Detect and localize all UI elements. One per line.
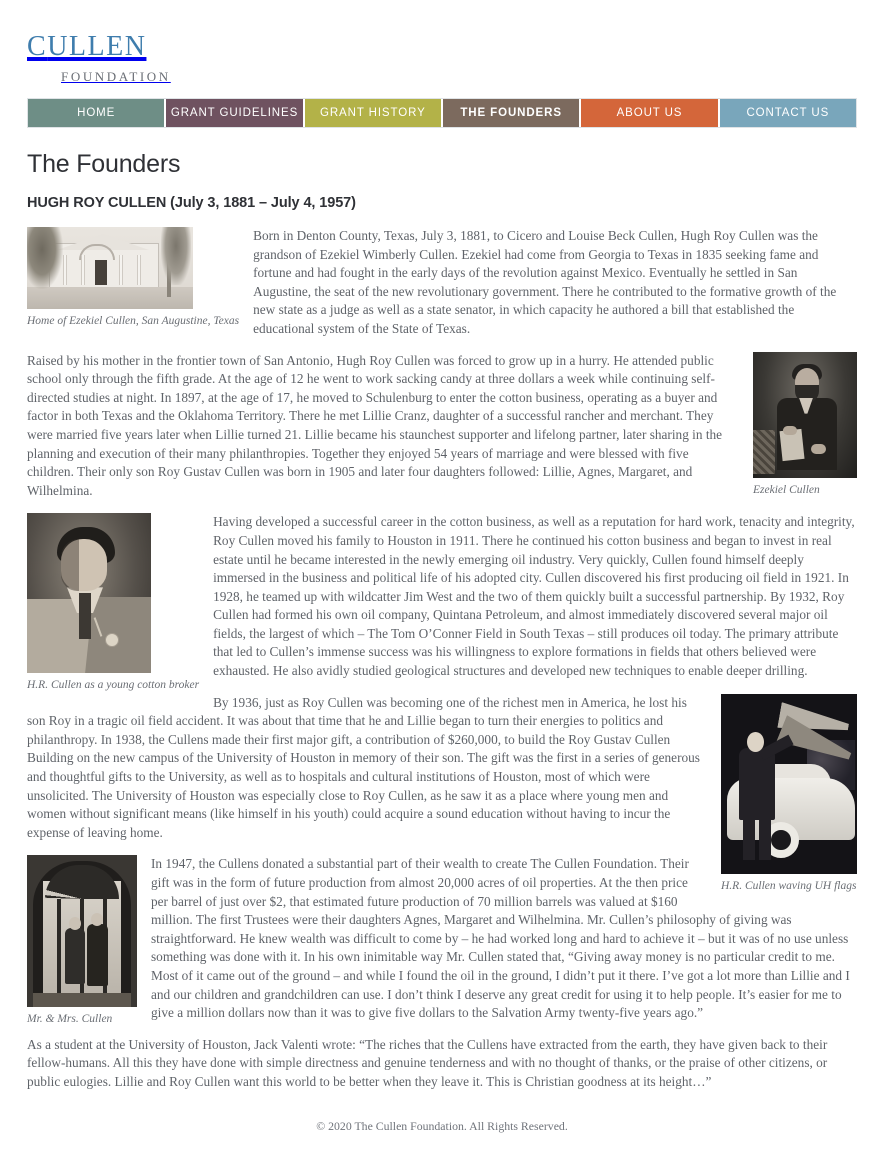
ezekiel-cullen-home-photo <box>27 227 193 309</box>
copyright-text: © 2020 The Cullen Foundation. All Rights Reserved. <box>316 1118 568 1133</box>
paragraph-6: As a student at the University of Houston, Jack Valenti wrote: “The riches that the Cullens have extracted from the earth, they have given back to their fellow-humans. All this they have done with simple directness and genuine tenderness and with no thought of thanks, or the praise of other citizens, or public eulogies. Lillie and Roy Cullen want this world to be better when they leave it. This is Christian goodness at its height…” <box>27 1036 828 1089</box>
figure-caption-young-cotton-broker: H.R. Cullen as a young cotton broker <box>27 679 200 692</box>
page-title: The Founders <box>27 150 181 178</box>
mr-and-mrs-cullen-photo <box>27 855 137 1007</box>
site-footer <box>0 1105 884 1150</box>
main-content <box>0 150 884 1092</box>
primary-navigation <box>27 98 857 128</box>
figure-ezekiel-home <box>27 227 239 328</box>
nav-item-grant-guidelines[interactable]: GRANT GUIDELINES <box>166 99 304 127</box>
paragraph-1: Born in Denton County, Texas, July 3, 1881, to Cicero and Louise Beck Cullen, Hugh Roy Cullen was the grandson of Ezekiel Wimberly Cullen. Ezekiel had come from Georgia to Texas in 1835 seeking fame and fortune and had fought in the early days of the revolution against Mexico. Eventually he settled in San Augustine, the seat of the new revolutionary government. There he contributed to the formative growth of the new state as a judge as well as a state senator, in which capacity he authored a bill that established the educational system of the State of Texas. <box>253 228 837 336</box>
paragraph-4: By 1936, just as Roy Cullen was becoming one of the richest men in America, he lost his son Roy in a tragic oil field accident. It was about that time that he and Lillie began to turn their energies to politics and philanthropy. In 1938, the Cullens made their first major gift, a contribution of $260,000, to build the Roy Gustav Cullen Building on the new campus of the University of Houston in memory of their son. The gift was the first in a series of generous and thoughtful gifts to the University, as well as to hospitals and cultural institutions of Houston, most of which were unsolicited. The University of Houston was especially close to Roy Cullen, as he saw it as a place where young men and women without significant means (like himself in his youth) could acquire a sound education without having to incur the expense of leaving home. <box>27 694 700 840</box>
hr-cullen-young-cotton-broker-photo <box>27 513 151 673</box>
logo-subtext: foundation <box>61 65 171 85</box>
nav-item-home[interactable]: HOME <box>28 99 166 127</box>
nav-item-grant-history[interactable]: GRANT HISTORY <box>305 99 443 127</box>
figure-caption-mr-and-mrs-cullen: Mr. & Mrs. Cullen <box>27 1013 113 1026</box>
site-logo[interactable] <box>27 19 884 85</box>
ezekiel-cullen-portrait-photo <box>753 352 857 478</box>
section-title: HUGH ROY CULLEN (July 3, 1881 – July 4, 1957) <box>27 195 356 211</box>
figure-ezekiel-portrait <box>753 352 857 497</box>
figure-young-cotton-broker <box>27 513 199 692</box>
site-header <box>0 0 884 84</box>
figure-mr-and-mrs-cullen <box>27 855 137 1026</box>
paragraph-3: Having developed a successful career in the cotton business, as well as a reputation for hard work, tenacity and integrity, Roy Cullen moved his family to Houston in 1911. There he continued his cotton business and began to invest in real estate until he became interested in the newly emerging oil industry. Very quickly, Cullen found himself deeply immersed in the business and political life of his adopted city. Cullen discovered his first producing oil field in 1921. In 1928, he teamed up with wildcatter Jim West and the two of them quickly built a successful partnership. By 1932, Roy Cullen had formed his own oil company, Quintana Petroleum, and almost immediately discovered several major oil fields, the largest of which – The Tom O’Conner Field in South Texas – still produces oil today. The primary attribute that led to Cullen’s immense success was his willingness to explore formations in fields that others believed were exhausted. He also avidly studied geological structures and developed new techniques to enable deeper drilling. <box>213 514 855 679</box>
paragraph-2: Raised by his mother in the frontier town of San Antonio, Hugh Roy Cullen was forced to grow up in a hurry. He attended public school only through the fifth grade. At the age of 12 he went to work sacking candy at three dollars a week while continuing self-directed studies at night. In 1897, at the age of 17, he moved to Schulenburg to enter the cotton business, operating as a buyer and factor in both Texas and the Oklahoma Territory. There he met Lillie Cranz, daughter of a successful rancher and merchant. They were married five years later when Lillie turned 21. Lillie became his staunchest supporter and lifelong partner, later sharing in the planning and execution of their many philanthropies. Together they enjoyed 54 years of marriage and were blessed with five children. Their only son Roy Gustav Cullen was born in 1905 and later four daughters followed: Lillie, Agnes, Margaret, and Wilhelmina. <box>27 352 723 498</box>
logo-wordmark: cullen <box>27 19 147 64</box>
figure-caption-waving-uh-flags: H.R. Cullen waving UH flags <box>721 879 857 892</box>
paragraph-5: In 1947, the Cullens donated a substantial part of their wealth to create The Cullen Foundation. Their gift was in the form of future production from almost 20,000 acres of oil properties. At the then price per barrel of just over $2, that estimated future production of 70 million barrels was valued at $160 million. The first Trustees were their daughters Agnes, Margaret and Wilhelmina. Mr. Cullen’s philosophy of giving was straightforward. He knew wealth was difficult to come by – he had worked long and hard to achieve it – but it was of no use unless something was done with it. In his own inimitable way Mr. Cullen stated that, “Giving away money is no particular credit to me. Most of it came out of the ground – and while I found the oil in the ground, I didn’t put it there. I’ve got a lot more than Lillie and I and our children and grandchildren can use. I don’t think I deserve any great credit for using it to help people. It’s easier for me to give a million dollars now than it was to give five dollars to the Salvation Army twenty-five years ago.” <box>151 856 850 1021</box>
nav-item-the-founders[interactable]: THE FOUNDERS <box>443 99 581 127</box>
figure-caption-ezekiel-home: Home of Ezekiel Cullen, San Augustine, Texas <box>27 315 240 327</box>
figure-waving-uh-flags <box>721 694 857 893</box>
nav-item-contact-us[interactable]: CONTACT US <box>720 99 856 127</box>
hr-cullen-waving-uh-flags-photo <box>721 694 857 874</box>
nav-item-about-us[interactable]: ABOUT US <box>581 99 719 127</box>
figure-caption-ezekiel-portrait: Ezekiel Cullen <box>753 483 820 496</box>
